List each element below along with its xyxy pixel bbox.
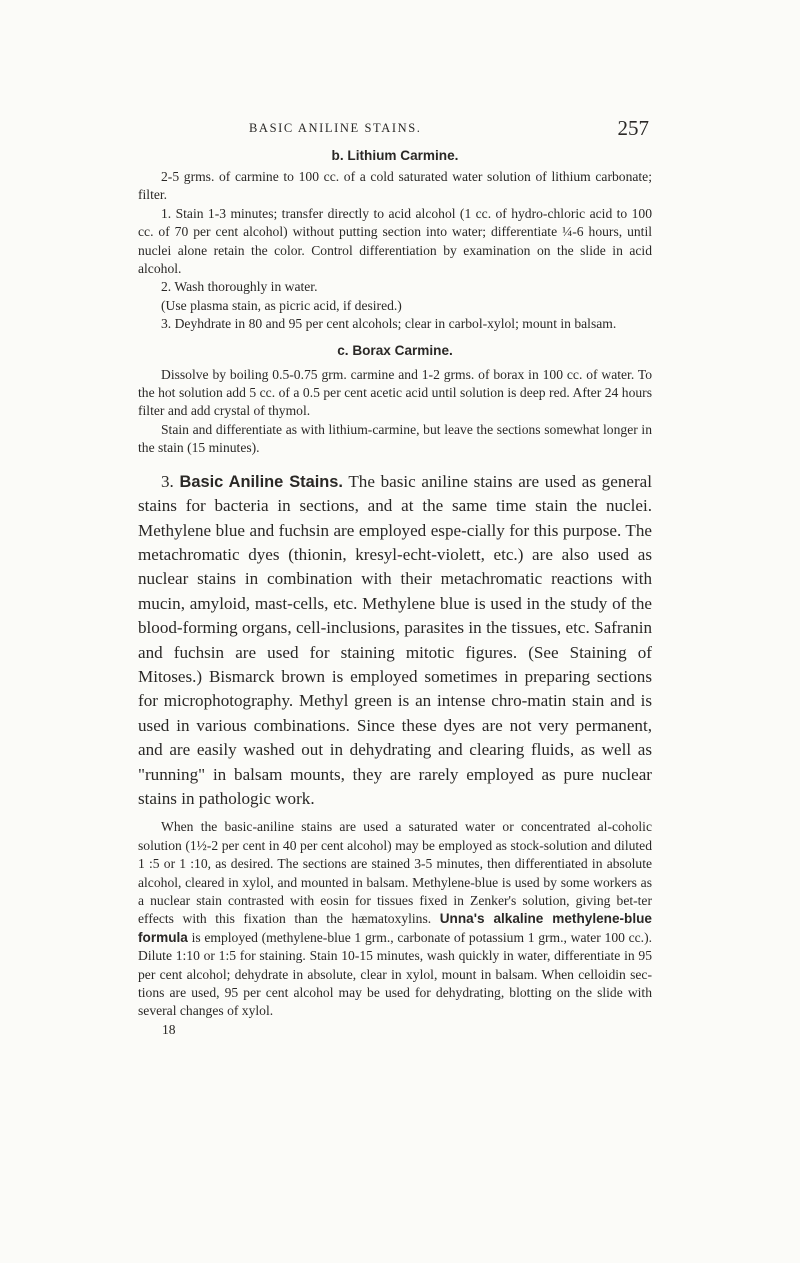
section-number: 3.	[161, 471, 174, 491]
borax-carmine-recipe: Dissolve by boiling 0.5-0.75 grm. carmine and 1-2 grms. of borax in 100 cc. of water. To the hot solution add 5 cc. of a 0.5 per cent acetic acid until solution is deep red. After 24 hours filter and add crystal of thymol.	[138, 366, 652, 419]
page-body	[138, 144, 652, 1039]
running-title: BASIC ANILINE STAINS.	[249, 121, 422, 135]
borax-carmine-staining: Stain and differentiate as with lithium-carmine, but leave the sections somewhat longer in the stain (15 minutes).	[138, 421, 652, 456]
method-text-after: is employed (methylene-blue 1 grm., carbonate of potassium 1 grm., water 100 cc.). Dilute 1:10 or 1:5 for staining. Stain 10-15 minutes, wash quickly in water, differentiate in 95 per cent alcohol; dehydrate in absolute, clear in xylol, mount in balsam. When celloidin sec-tions are used, 95 per cent alcohol may be used for dehydrating, blotting on the slide with several changes of xylol.	[138, 929, 653, 1019]
unna-formula-term: Unna's alkaline methylene-blue formula	[138, 911, 652, 945]
page-number: 257	[617, 116, 649, 140]
lithium-carmine-note: (Use plasma stain, as picric acid, if desired.)	[161, 297, 402, 313]
basic-aniline-method-paragraph	[138, 818, 652, 1020]
lithium-carmine-recipe: 2-5 grms. of carmine to 100 cc. of a cold saturated water solution of lithium carbonate; filter.	[138, 169, 652, 203]
lithium-carmine-step-2: 2. Wash thoroughly in water.	[161, 279, 318, 295]
page-header	[249, 116, 649, 142]
lithium-carmine-step-1: 1. Stain 1-3 minutes; transfer directly to acid alcohol (1 cc. of hydro-chloric acid to 100 cc. of 70 per cent alcohol) without putting section into water; differentiate ¼-6 hours, until nuclei alone retain the color. Control differentiation by examination on the slide in acid alcohol.	[138, 205, 652, 277]
method-text-before: When the basic-aniline stains are used a saturated water or concentrated al-coholic solution (1½-2 per cent in 40 per cent alcohol) may be employed as stock-solution and diluted 1 :5 or 1 :10, as desired. The sections are stained 3-5 minutes, then differentiated in absolute alcohol, cleared in xylol, and mounted in balsam. Methylene-blue is used by some workers as a nuclear stain contrasted with eosin for tissues fixed in Zenker's solution, giving bet-ter effects with this fixation than the hæmatoxylins.	[138, 819, 652, 927]
lithium-carmine-step-3: 3. Deyhdrate in 80 and 95 per cent alcohols; clear in carbol-xylol; mount in balsam.	[161, 316, 617, 332]
signature-mark: 18	[162, 1021, 176, 1037]
section-heading-borax-carmine: c. Borax Carmine.	[337, 342, 453, 358]
section-lithium-carmine	[138, 144, 652, 334]
basic-aniline-stains-text: The basic aniline stains are used as general stains for bacteria in sections, and at the same time stain the nuclei. Methylene blue and fuchsin are employed espe-cially for this purpose. The metachromatic dyes (thionin, kresyl-echt-violett, etc.) are also used as nuclear stains in combination with their metachromatic reactions with mucin, amyloid, mast-cells, etc. Methylene blue is used in the study of the blood-forming organs, cell-inclusions, parasites in the tissues, etc. Safranin and fuchsin are used for staining mitotic figures. (See Staining of Mitoses.) Bismarck brown is employed sometimes in preparing sections for microphotography. Methyl green is an intense chro-matin stain and is used in various combinations. Since these dyes are not very permanent, and are easily washed out in dehydrating and clearing fluids, as well as "running" in balsam mounts, they are rarely employed as pure nuclear stains in pathologic work.	[138, 471, 652, 808]
section-borax-carmine	[138, 339, 652, 458]
section-heading-lithium-carmine: b. Lithium Carmine.	[331, 148, 459, 163]
section-title-basic-aniline-stains: Basic Aniline Stains.	[179, 472, 343, 491]
section-basic-aniline-stains	[138, 470, 652, 812]
